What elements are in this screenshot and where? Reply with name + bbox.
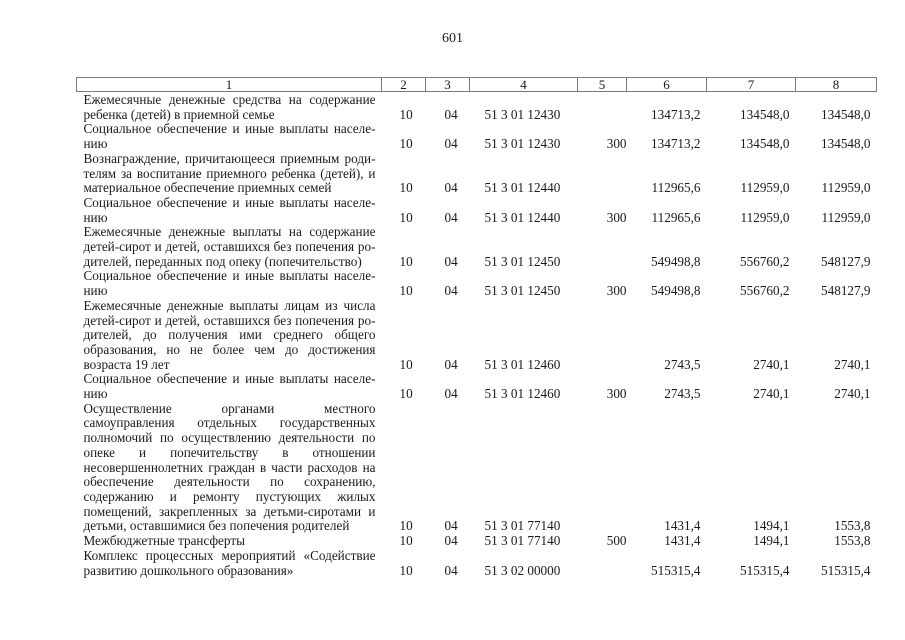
row-section: 10 (399, 283, 413, 299)
header-row (77, 78, 877, 92)
row-expense-type: 500 (606, 533, 627, 549)
row-description: Ежемесячные денежные выплаты на содержание детей-сирот и детей, оставшихся без попечения родителей, переданных под опеку (попечительство) (83, 224, 376, 269)
row-amount-year2: 2740,1 (753, 386, 790, 402)
row-section: 10 (399, 106, 413, 122)
row-amount-year3: 1553,8 (834, 518, 871, 534)
row-description: Межбюджетные трансферты (83, 533, 245, 549)
row-description: Ежемесячные денежные выплаты лицам из числа детей-сирот и детей, оставшихся без попечения родителей, до получения ими среднего общего образования, но не более чем до достижения возраста 19 лет (83, 297, 376, 372)
row-section: 10 (399, 180, 413, 196)
row-amount-year1: 2743,5 (664, 356, 701, 372)
row-target-code: 51 3 01 12450 (484, 253, 561, 269)
table-row (77, 534, 877, 549)
row-section: 10 (399, 562, 413, 578)
row-amount-year3: 2740,1 (834, 356, 871, 372)
row-target-code: 51 3 01 12430 (484, 106, 561, 122)
row-amount-year3: 548127,9 (821, 253, 871, 269)
row-expense-type: 300 (606, 386, 627, 402)
row-amount-year1: 2743,5 (664, 386, 701, 402)
row-target-code: 51 3 01 12460 (484, 386, 561, 402)
row-expense-type: 300 (606, 283, 627, 299)
row-amount-year1: 515315,4 (651, 562, 701, 578)
row-amount-year1: 112965,6 (651, 209, 701, 225)
row-target-code: 51 3 01 12430 (484, 136, 561, 152)
row-expense-type (578, 299, 627, 373)
table-row (77, 372, 877, 401)
row-expense-type (578, 92, 627, 123)
row-amount-year2: 112959,0 (740, 209, 790, 225)
row-amount-year1: 1431,4 (664, 533, 701, 549)
row-expense-type (578, 402, 627, 534)
row-description: Социальное обеспечение и иные выплаты населению (83, 371, 376, 402)
row-subsection: 04 (444, 209, 458, 225)
row-section: 10 (399, 253, 413, 269)
row-target-code: 51 3 02 00000 (484, 562, 561, 578)
row-target-code: 51 3 01 77140 (484, 518, 561, 534)
row-amount-year1: 134713,2 (651, 106, 701, 122)
row-expense-type (578, 225, 627, 269)
row-subsection: 04 (444, 136, 458, 152)
table-body (77, 92, 877, 579)
row-expense-type (578, 152, 627, 196)
header-col-8: 8 (796, 78, 877, 92)
header-col-6: 6 (627, 78, 707, 92)
header-col-7: 7 (707, 78, 796, 92)
page-number: 601 (442, 31, 463, 46)
row-subsection: 04 (444, 253, 458, 269)
row-description: Социальное обеспечение и иные выплаты населению (83, 194, 376, 225)
row-target-code: 51 3 01 12450 (484, 283, 561, 299)
row-section: 10 (399, 209, 413, 225)
row-amount-year3: 1553,8 (834, 533, 871, 549)
row-amount-year1: 112965,6 (651, 180, 701, 196)
row-amount-year2: 134548,0 (740, 136, 790, 152)
row-amount-year3: 548127,9 (821, 283, 871, 299)
row-description: Ежемесячные денежные средства на содержание ребенка (детей) в приемной семье (83, 92, 376, 122)
row-expense-type (578, 549, 627, 578)
row-target-code: 51 3 01 77140 (484, 533, 561, 549)
header-col-3: 3 (426, 78, 470, 92)
row-expense-type: 300 (606, 209, 627, 225)
row-description: Социальное обеспечение и иные выплаты населению (83, 268, 376, 299)
header-col-4: 4 (470, 78, 578, 92)
row-subsection: 04 (444, 533, 458, 549)
row-section: 10 (399, 386, 413, 402)
row-section: 10 (399, 136, 413, 152)
row-expense-type: 300 (606, 136, 627, 152)
row-description: Комплекс процессных мероприятий «Содействие развитию дошкольного образования» (83, 547, 376, 578)
table-header (77, 78, 877, 92)
row-target-code: 51 3 01 12440 (484, 180, 561, 196)
row-description: Вознаграждение, причитающееся приемным родителям за воспитание приемного ребенка (детей), и материальное обеспечение приемных семей (83, 150, 376, 196)
table-row (77, 196, 877, 225)
table-row (77, 152, 877, 196)
table-row (77, 122, 877, 151)
row-amount-year2: 112959,0 (740, 180, 790, 196)
row-description: Осуществление органами местного самоуправления отдельных государственных полномочий по осуществлению деятельности по опеке и попечительству в отношении несовершеннолетних граждан в части расходов на обеспечение деятельности по сохранению, содержанию и ремонту пустующих жилых помещений, закрепленных за детьми-сиротами и детьми, оставшимися без попечения родителей (83, 400, 376, 534)
row-amount-year3: 112959,0 (821, 209, 871, 225)
row-amount-year3: 515315,4 (821, 562, 871, 578)
row-section: 10 (399, 533, 413, 549)
table-row (77, 225, 877, 269)
row-amount-year3: 2740,1 (834, 386, 871, 402)
row-target-code: 51 3 01 12440 (484, 209, 561, 225)
row-amount-year3: 112959,0 (821, 180, 871, 196)
row-amount-year2: 556760,2 (740, 253, 790, 269)
row-subsection: 04 (444, 386, 458, 402)
header-col-5: 5 (578, 78, 627, 92)
row-amount-year2: 556760,2 (740, 283, 790, 299)
row-amount-year3: 134548,0 (821, 106, 871, 122)
row-subsection: 04 (444, 562, 458, 578)
table-row (77, 549, 877, 578)
row-subsection: 04 (444, 180, 458, 196)
budget-table (76, 77, 877, 578)
row-target-code: 51 3 01 12460 (484, 356, 561, 372)
row-description: Социальное обеспечение и иные выплаты населению (83, 121, 376, 152)
table-row (77, 269, 877, 298)
row-amount-year2: 515315,4 (740, 562, 790, 578)
header-col-2: 2 (382, 78, 426, 92)
row-amount-year2: 2740,1 (753, 356, 790, 372)
table-row (77, 92, 877, 123)
row-subsection: 04 (444, 518, 458, 534)
row-amount-year2: 1494,1 (753, 518, 790, 534)
table-row (77, 402, 877, 534)
row-subsection: 04 (444, 106, 458, 122)
row-amount-year1: 549498,8 (651, 253, 701, 269)
row-amount-year3: 134548,0 (821, 136, 871, 152)
row-amount-year2: 134548,0 (740, 106, 790, 122)
row-subsection: 04 (444, 283, 458, 299)
row-amount-year1: 549498,8 (651, 283, 701, 299)
row-section: 10 (399, 356, 413, 372)
table-row (77, 299, 877, 373)
row-amount-year2: 1494,1 (753, 533, 790, 549)
row-subsection: 04 (444, 356, 458, 372)
row-amount-year1: 1431,4 (664, 518, 701, 534)
row-amount-year1: 134713,2 (651, 136, 701, 152)
row-section: 10 (399, 518, 413, 534)
header-col-1: 1 (77, 78, 382, 92)
